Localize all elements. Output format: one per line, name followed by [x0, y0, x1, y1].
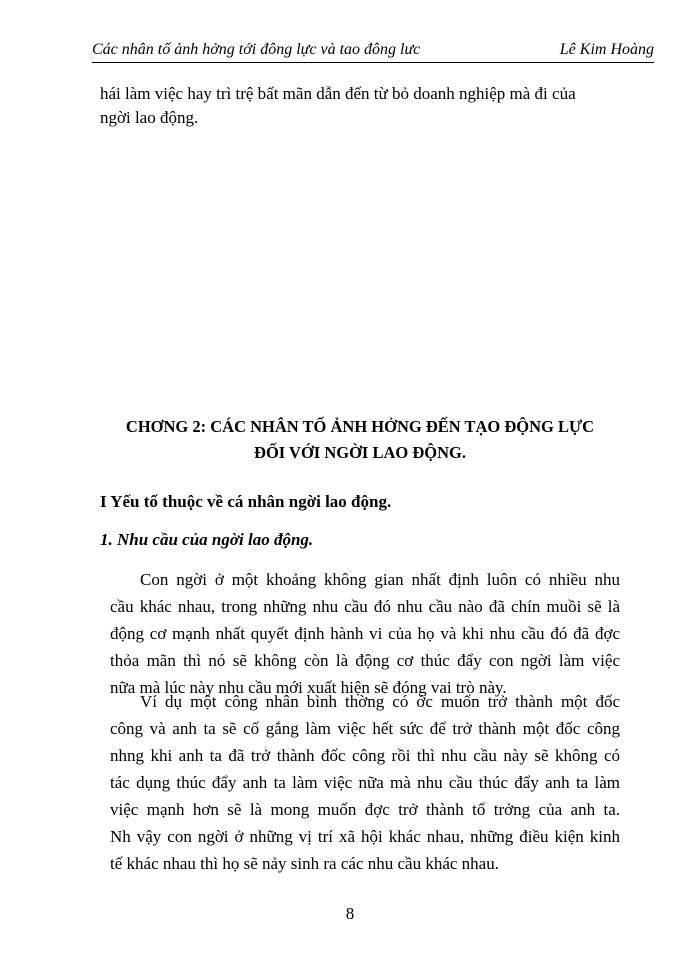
- body-paragraph-2: [110, 688, 620, 877]
- paragraph-line: Nh vậy con ngời ở những vị trí xã hội khác nhau, những điều kiện kinh: [110, 827, 620, 846]
- paragraph-line: tế khác nhau thì họ sẽ nảy sinh ra các nhu cầu khác nhau.: [110, 854, 499, 873]
- paragraph-line: tác dụng thúc đẩy anh ta làm việc nữa mà nhu cầu thúc đẩy anh ta làm: [110, 773, 620, 792]
- chapter-title-line-1: CHƠNG 2: CÁC NHÂN TỐ ẢNH HỞNG ĐẾN TẠO ĐỘNG LỰC: [125, 417, 595, 436]
- chapter-title: [92, 414, 628, 466]
- chapter-title-line-2: ĐỐI VỚI NGỜI LAO ĐỘNG.: [254, 443, 466, 462]
- section-heading: I Yếu tố thuộc về cá nhân ngời lao động.: [100, 492, 392, 511]
- paragraph-line: thỏa mãn thì nó sẽ không còn là động cơ thúc đẩy con ngời làm việc: [110, 651, 620, 670]
- intro-paragraph: [100, 82, 620, 130]
- header-author: Lê Kim Hoàng: [559, 41, 654, 58]
- paragraph-line: công và anh ta sẽ cố gắng làm việc hết sức để trở thành một đốc công: [110, 719, 620, 738]
- paragraph-line: nữa mà lúc này nhu cầu mới xuất hiện sẽ đóng vai trò này.: [110, 678, 507, 697]
- header-title: Các nhân tố ảnh hởng tới đông lực và tao đông lưc: [92, 41, 421, 58]
- intro-line: hái làm việc hay trì trệ bất mãn dẫn đến từ bỏ doanh nghiệp mà đi của: [100, 84, 576, 103]
- paragraph-line: động cơ mạnh nhất quyết định hành vi của họ và khi nhu cầu đó đã đợc: [110, 624, 620, 643]
- subsection-heading: 1. Nhu cầu của ngời lao động.: [100, 530, 314, 549]
- paragraph-line: Con ngời ở một khoảng không gian nhất định luôn có nhiều nhu: [140, 570, 620, 589]
- header-divider: [92, 62, 654, 63]
- paragraph-line: cầu khác nhau, trong những nhu cầu đó nhu cầu nào đã chín muồi sẽ là: [110, 597, 620, 616]
- paragraph-line: Ví dụ một công nhân bình thờng có ớc muốn trở thành một đốc: [140, 692, 620, 711]
- paragraph-line: việc mạnh hơn sẽ là mong muốn đợc trở thành tổ trởng của anh ta.: [110, 800, 620, 819]
- body-paragraph-1: [110, 566, 620, 701]
- intro-line: ngời lao động.: [100, 108, 199, 127]
- page-number: 8: [345, 904, 355, 923]
- page-header: [92, 40, 654, 64]
- paragraph-line: nhng khi anh ta đã trở thành đốc công rồi thì nhu cầu này sẽ không có: [110, 746, 620, 765]
